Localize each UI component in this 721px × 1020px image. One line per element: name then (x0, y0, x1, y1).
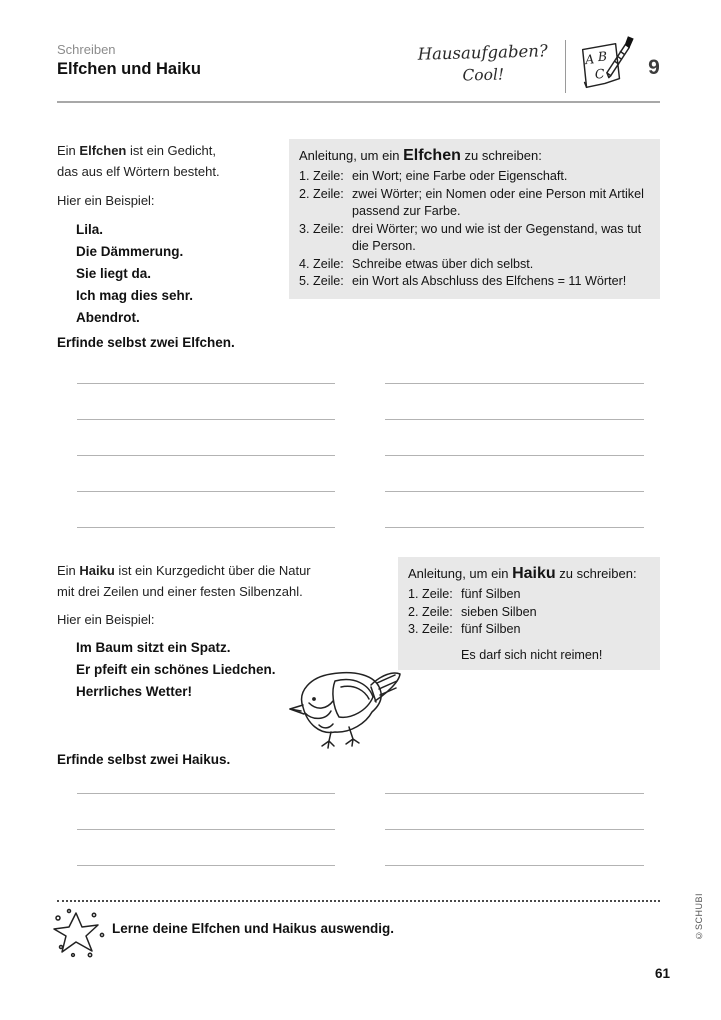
writing-line (385, 758, 644, 794)
instruction-row (299, 186, 650, 221)
page-number: 61 (654, 966, 670, 981)
haiku-keyword: Haiku (79, 563, 115, 578)
haiku-task: Erfinde selbst zwei Haikus. (57, 752, 231, 767)
writing-line (77, 794, 335, 830)
header-divider (565, 40, 566, 93)
star-icon (49, 906, 107, 958)
writing-line (385, 420, 644, 456)
writing-line (77, 456, 335, 492)
poem-line: Lila. (76, 222, 104, 237)
instruction-row (299, 168, 650, 186)
row-label: 5. Zeile: (299, 274, 344, 288)
writing-line (77, 492, 335, 528)
footer-reminder: Lerne deine Elfchen und Haikus auswendig. (112, 921, 395, 936)
poem-line: Er pfeift ein schönes Liedchen. (76, 662, 276, 677)
sparrow-illustration-icon (283, 663, 403, 749)
row-label: 3. Zeile: (299, 221, 344, 236)
box-title-post: zu schreiben: (555, 566, 637, 581)
haiku-intro-pre: Ein (57, 563, 80, 578)
instruction-row (408, 621, 650, 639)
poem-line: Ich mag dies sehr. (76, 288, 194, 303)
instruction-row (299, 221, 650, 256)
elfchen-task: Erfinde selbst zwei Elfchen. (57, 335, 235, 350)
writing-line (77, 830, 335, 866)
row-text: zwei Wörter; ein Nomen oder eine Person mit Artikel passend zur Farbe. (352, 186, 644, 218)
row-text: sieben Silben (461, 604, 537, 619)
poem-line: Abendrot. (76, 310, 140, 325)
unit-number: 9 (648, 56, 660, 79)
writing-line (385, 492, 644, 528)
writing-line (385, 830, 644, 866)
poem-line: Herrliches Wetter! (76, 684, 193, 699)
instruction-row (408, 604, 650, 622)
haiku-intro-post: ist ein Kurzgedicht über die Natur (114, 563, 311, 578)
haiku-lines-right (385, 758, 644, 866)
row-label: 3. Zeile: (408, 622, 453, 636)
writing-line (385, 456, 644, 492)
handwritten-note (407, 40, 558, 88)
haiku-example-poem (76, 637, 276, 703)
poem-line: Sie liegt da. (76, 266, 152, 281)
instruction-row (299, 256, 650, 274)
box-title-pre: Anleitung, um ein (299, 148, 404, 163)
elfchen-intro-post: ist ein Gedicht, (126, 143, 216, 158)
abc-letter-b: B (597, 48, 608, 65)
row-text: ein Wort als Abschluss des Elfchens = 11 Wörter! (352, 274, 627, 288)
poem-line: Im Baum sitzt ein Spatz. (76, 640, 231, 655)
haiku-instruction-box (398, 557, 660, 670)
handwritten-line1: Hausaufgaben? (417, 41, 548, 64)
row-label: 2. Zeile: (299, 186, 344, 201)
haiku-intro-line2: mit drei Zeilen und einer festen Silbenzahl. (57, 584, 303, 599)
haiku-example-label: Hier ein Beispiel: (57, 612, 155, 627)
row-label: 2. Zeile: (408, 604, 453, 619)
row-text: fünf Silben (461, 622, 521, 636)
poem-line: Die Dämmerung. (76, 244, 184, 259)
elfchen-lines-left (77, 348, 335, 528)
elfchen-example-label: Hier ein Beispiel: (57, 193, 155, 208)
elfchen-intro-pre: Ein (57, 143, 80, 158)
instruction-row (408, 586, 650, 604)
row-text: ein Wort; eine Farbe oder Eigenschaft. (352, 169, 568, 183)
writing-line (385, 384, 644, 420)
box-title-keyword: Haiku (512, 565, 556, 582)
box-title-pre: Anleitung, um ein (408, 566, 513, 581)
writing-line (77, 348, 335, 384)
elfchen-intro (57, 140, 220, 182)
header-rule (57, 101, 660, 103)
haiku-box-note: Es darf sich nicht reimen! (461, 647, 603, 662)
elfchen-lines-right (385, 348, 644, 528)
section-kicker: Schreiben (57, 42, 116, 57)
abc-notepad-pencil-icon (572, 35, 634, 97)
abc-letter-c: C (594, 65, 606, 82)
elfchen-keyword: Elfchen (79, 143, 127, 158)
row-label: 1. Zeile: (299, 169, 344, 183)
writing-line (77, 384, 335, 420)
elfchen-instruction-box (289, 139, 660, 299)
instruction-row (299, 273, 650, 291)
abc-letter-a: A (584, 51, 595, 68)
haiku-box-title (408, 564, 650, 584)
publisher-copyright: ©SCHUBI (694, 893, 704, 941)
writing-line (385, 348, 644, 384)
writing-line (385, 794, 644, 830)
elfchen-box-title (299, 146, 650, 166)
row-text: drei Wörter; wo und wie ist der Gegenstand, was tut die Person. (352, 221, 642, 253)
haiku-intro (57, 560, 311, 602)
writing-line (77, 420, 335, 456)
handwritten-line2: Cool! (462, 65, 505, 85)
row-label: 1. Zeile: (408, 587, 453, 601)
box-title-keyword: Elfchen (403, 147, 461, 164)
dotted-divider (57, 900, 660, 902)
row-text: fünf Silben (461, 587, 521, 601)
elfchen-example-poem (76, 219, 193, 329)
writing-line (77, 758, 335, 794)
elfchen-intro-line2: das aus elf Wörtern besteht. (57, 164, 220, 179)
box-title-post: zu schreiben: (460, 148, 542, 163)
row-label: 4. Zeile: (299, 256, 344, 271)
page-title: Elfchen und Haiku (57, 60, 201, 78)
row-text: Schreibe etwas über dich selbst. (352, 256, 534, 271)
haiku-lines-left (77, 758, 335, 866)
